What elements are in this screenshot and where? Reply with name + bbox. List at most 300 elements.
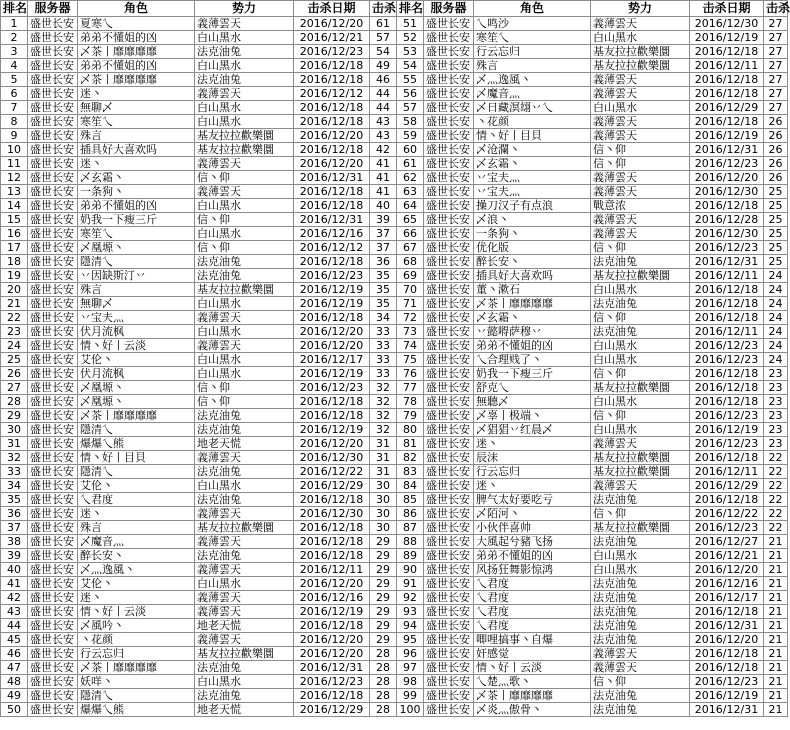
rank-cell: 39 [1,549,28,563]
table-row [1,171,788,185]
character-cell: 迷丶 [78,157,195,171]
kill-date-cell: 2016/12/19 [690,129,764,143]
rank-cell: 96 [397,647,424,661]
kill-date-cell: 2016/12/18 [294,395,370,409]
server-cell: 盛世长安 [28,199,78,213]
server-cell: 盛世长安 [28,591,78,605]
server-cell: 盛世长安 [28,255,78,269]
kill-date-cell: 2016/12/18 [690,87,764,101]
faction-cell: 信丶仰 [195,213,294,227]
kill-date-cell: 2016/12/11 [690,325,764,339]
rank-cell: 18 [1,255,28,269]
table-row [1,381,788,395]
rank-cell: 17 [1,241,28,255]
kill-date-cell: 2016/12/23 [690,353,764,367]
character-cell: 隱清乀 [78,423,195,437]
kills-cell: 24 [764,325,788,339]
rank-cell: 7 [1,101,28,115]
kills-cell: 31 [370,465,397,479]
kill-date-cell: 2016/12/20 [294,577,370,591]
rank-cell: 89 [397,549,424,563]
faction-cell: 義薄雲天 [195,157,294,171]
faction-cell: 義薄雲天 [195,591,294,605]
kill-date-cell: 2016/12/18 [690,493,764,507]
character-cell: 行云忘归 [474,45,591,59]
kill-date-cell: 2016/12/18 [690,297,764,311]
character-cell: 乀君度 [474,619,591,633]
table-row [1,675,788,689]
rank-cell: 2 [1,31,28,45]
character-cell: 乄茶丨靡靡靡靡 [474,689,591,703]
server-cell: 盛世长安 [28,87,78,101]
table-row [1,311,788,325]
rank-cell: 53 [397,45,424,59]
table-row [1,255,788,269]
server-cell: 盛世长安 [424,185,474,199]
kills-cell: 31 [370,451,397,465]
character-cell: 乀君度 [474,591,591,605]
faction-cell: 基友拉拉歡樂圜 [195,521,294,535]
faction-cell: 基友拉拉歡樂圜 [591,269,690,283]
rank-cell: 93 [397,605,424,619]
server-cell: 盛世长安 [424,297,474,311]
character-cell: 行云忘归 [474,465,591,479]
table-row [1,129,788,143]
character-cell: 艾伦丶 [78,577,195,591]
rank-cell: 73 [397,325,424,339]
kills-cell: 28 [370,661,397,675]
character-cell: 乀合理贱了丶 [474,353,591,367]
character-cell: 丶花颜 [474,115,591,129]
faction-cell: 地老天慌 [195,703,294,717]
server-cell: 盛世长安 [28,283,78,297]
faction-cell: 白山黑水 [195,675,294,689]
kills-cell: 25 [764,199,788,213]
kill-date-cell: 2016/12/31 [690,255,764,269]
server-cell: 盛世长安 [28,17,78,31]
kills-cell: 61 [370,17,397,31]
table-row [1,507,788,521]
character-cell: 丷宝夫灬 [474,171,591,185]
header-faction: 势力 [591,1,690,17]
kill-date-cell: 2016/12/23 [690,157,764,171]
rank-cell: 56 [397,87,424,101]
kill-date-cell: 2016/12/11 [690,465,764,479]
kills-cell: 25 [764,185,788,199]
kills-cell: 37 [370,241,397,255]
table-row [1,283,788,297]
kill-date-cell: 2016/12/18 [690,73,764,87]
faction-cell: 法克油兔 [195,689,294,703]
server-cell: 盛世长安 [28,479,78,493]
server-cell: 盛世长安 [424,563,474,577]
server-cell: 盛世长安 [28,535,78,549]
kill-date-cell: 2016/12/18 [690,311,764,325]
kills-cell: 21 [764,703,788,717]
faction-cell: 白山黑水 [195,199,294,213]
table-row [1,437,788,451]
faction-cell: 白山黑水 [195,115,294,129]
faction-cell: 白山黑水 [195,101,294,115]
faction-cell: 白山黑水 [195,227,294,241]
character-cell: 奶我一下瘦三斤 [474,367,591,381]
rank-cell: 14 [1,199,28,213]
kills-cell: 21 [764,535,788,549]
table-row [1,451,788,465]
kill-date-cell: 2016/12/18 [294,689,370,703]
kills-cell: 23 [764,367,788,381]
faction-cell: 基友拉拉歡樂圜 [591,465,690,479]
server-cell: 盛世长安 [424,479,474,493]
faction-cell: 法克油兔 [591,297,690,311]
header-character: 角色 [474,1,591,17]
kills-cell: 54 [370,45,397,59]
kill-date-cell: 2016/12/23 [294,45,370,59]
character-cell: 乄沧瀾丶 [474,143,591,157]
character-cell: 弟弟不懂姐的凶 [474,549,591,563]
character-cell: 插具好大喜欢吗 [78,143,195,157]
kills-cell: 22 [764,507,788,521]
rank-cell: 83 [397,465,424,479]
rank-cell: 15 [1,213,28,227]
table-row [1,535,788,549]
header-kills: 击杀 [370,1,397,17]
kill-date-cell: 2016/12/18 [294,185,370,199]
kill-date-cell: 2016/12/29 [294,479,370,493]
kills-cell: 26 [764,143,788,157]
server-cell: 盛世长安 [424,451,474,465]
rank-cell: 63 [397,185,424,199]
rank-cell: 20 [1,283,28,297]
kill-date-cell: 2016/12/23 [294,675,370,689]
kills-cell: 44 [370,87,397,101]
kill-date-cell: 2016/12/20 [294,157,370,171]
kill-date-cell: 2016/12/18 [294,619,370,633]
character-cell: 弟弟不懂姐的凶 [78,199,195,213]
server-cell: 盛世长安 [424,409,474,423]
header-faction: 势力 [195,1,294,17]
rank-cell: 11 [1,157,28,171]
kills-cell: 35 [370,269,397,283]
faction-cell: 信丶仰 [591,157,690,171]
faction-cell: 義薄雲天 [195,633,294,647]
server-cell: 盛世长安 [28,409,78,423]
character-cell: 丷宝夫灬 [78,311,195,325]
header-server: 服务器 [424,1,474,17]
character-cell: 行云忘归 [78,647,195,661]
faction-cell: 白山黑水 [591,353,690,367]
kill-date-cell: 2016/12/18 [294,199,370,213]
table-body [1,17,788,717]
rank-cell: 34 [1,479,28,493]
kills-cell: 30 [370,507,397,521]
rank-cell: 95 [397,633,424,647]
character-cell: 殊言 [78,521,195,535]
kill-date-cell: 2016/12/18 [690,199,764,213]
server-cell: 盛世长安 [424,171,474,185]
server-cell: 盛世长安 [28,451,78,465]
rank-cell: 5 [1,73,28,87]
character-cell: 殊言 [474,59,591,73]
character-cell: 乀君度 [78,493,195,507]
kills-cell: 21 [764,675,788,689]
faction-cell: 基友拉拉歡樂圜 [195,143,294,157]
kills-cell: 41 [370,185,397,199]
server-cell: 盛世长安 [28,311,78,325]
kill-date-cell: 2016/12/19 [690,31,764,45]
faction-cell: 基友拉拉歡樂圜 [591,451,690,465]
kill-date-cell: 2016/12/20 [294,437,370,451]
faction-cell: 法克油兔 [195,661,294,675]
character-cell: 醉长安丶 [474,255,591,269]
rank-cell: 1 [1,17,28,31]
rank-cell: 19 [1,269,28,283]
character-cell: 乄玄霜丶 [78,171,195,185]
rank-cell: 61 [397,157,424,171]
rank-cell: 38 [1,535,28,549]
character-cell: 隱清乀 [78,465,195,479]
character-cell: 妖咩丶 [78,675,195,689]
rank-cell: 4 [1,59,28,73]
kill-date-cell: 2016/12/18 [690,45,764,59]
kill-date-cell: 2016/12/21 [294,31,370,45]
server-cell: 盛世长安 [424,73,474,87]
server-cell: 盛世长安 [28,143,78,157]
kills-cell: 21 [764,647,788,661]
kills-cell: 42 [370,143,397,157]
kills-cell: 57 [370,31,397,45]
kills-cell: 27 [764,101,788,115]
kill-date-cell: 2016/12/18 [690,283,764,297]
server-cell: 盛世长安 [424,689,474,703]
table-row [1,87,788,101]
kill-date-cell: 2016/12/23 [690,339,764,353]
kills-cell: 21 [764,563,788,577]
kill-date-cell: 2016/12/16 [294,227,370,241]
character-cell: 殊言 [78,283,195,297]
rank-cell: 54 [397,59,424,73]
faction-cell: 義薄雲天 [591,115,690,129]
kills-cell: 27 [764,17,788,31]
rank-cell: 67 [397,241,424,255]
server-cell: 盛世长安 [28,633,78,647]
character-cell: 隱清乀 [78,255,195,269]
kill-date-cell: 2016/12/19 [294,605,370,619]
faction-cell: 法克油兔 [195,409,294,423]
character-cell: 迷丶 [474,437,591,451]
kills-cell: 27 [764,59,788,73]
kills-cell: 35 [370,283,397,297]
rank-cell: 64 [397,199,424,213]
character-cell: 乄玄霜丶 [474,157,591,171]
table-row [1,157,788,171]
server-cell: 盛世长安 [28,213,78,227]
server-cell: 盛世长安 [28,297,78,311]
character-cell: 丶花颜 [78,633,195,647]
server-cell: 盛世长安 [424,703,474,717]
faction-cell: 基友拉拉歡樂圜 [195,647,294,661]
faction-cell: 白山黑水 [591,395,690,409]
rank-cell: 98 [397,675,424,689]
faction-cell: 義薄雲天 [591,17,690,31]
table-row [1,115,788,129]
faction-cell: 義薄雲天 [591,479,690,493]
kill-date-cell: 2016/12/18 [690,661,764,675]
faction-cell: 信丶仰 [591,311,690,325]
faction-cell: 白山黑水 [195,325,294,339]
kill-date-cell: 2016/12/20 [294,647,370,661]
kill-date-cell: 2016/12/18 [294,115,370,129]
faction-cell: 義薄雲天 [195,311,294,325]
kill-date-cell: 2016/12/23 [690,437,764,451]
faction-cell: 義薄雲天 [591,171,690,185]
faction-cell: 義薄雲天 [591,661,690,675]
table-row [1,325,788,339]
server-cell: 盛世长安 [28,647,78,661]
table-row [1,73,788,87]
character-cell: 情丶好丨云淡 [78,339,195,353]
kills-cell: 32 [370,395,397,409]
server-cell: 盛世长安 [424,521,474,535]
kills-cell: 29 [370,563,397,577]
kills-cell: 21 [764,577,788,591]
faction-cell: 基友拉拉歡樂圜 [195,283,294,297]
character-cell: 艾伦丶 [78,353,195,367]
server-cell: 盛世长安 [28,661,78,675]
kills-cell: 29 [370,605,397,619]
kill-date-cell: 2016/12/22 [690,507,764,521]
rank-cell: 24 [1,339,28,353]
rank-cell: 52 [397,31,424,45]
kill-date-cell: 2016/12/20 [690,633,764,647]
kill-date-cell: 2016/12/19 [294,297,370,311]
rank-cell: 50 [1,703,28,717]
table-row [1,423,788,437]
rank-cell: 9 [1,129,28,143]
table-row [1,577,788,591]
character-cell: 奶我一下瘦三斤 [78,213,195,227]
server-cell: 盛世长安 [28,227,78,241]
table-row [1,479,788,493]
server-cell: 盛世长安 [424,157,474,171]
character-cell: 辰沫 [474,451,591,465]
character-cell: 小伙伴喜帅 [474,521,591,535]
server-cell: 盛世长安 [424,213,474,227]
kill-date-cell: 2016/12/19 [294,367,370,381]
character-cell: 無聽乄 [474,395,591,409]
kill-date-cell: 2016/12/19 [690,423,764,437]
kill-date-cell: 2016/12/23 [690,521,764,535]
character-cell: 寒笙乀 [78,227,195,241]
faction-cell: 基友拉拉歡樂圜 [591,59,690,73]
character-cell: 艾伦丶 [78,479,195,493]
server-cell: 盛世长安 [424,31,474,45]
rank-cell: 100 [397,703,424,717]
table-row [1,521,788,535]
faction-cell: 白山黑水 [591,423,690,437]
table-row [1,647,788,661]
faction-cell: 義薄雲天 [195,451,294,465]
rank-cell: 94 [397,619,424,633]
rank-cell: 8 [1,115,28,129]
faction-cell: 信丶仰 [591,675,690,689]
server-cell: 盛世长安 [28,353,78,367]
character-cell: 乄浪丶 [474,213,591,227]
kills-cell: 26 [764,171,788,185]
kills-cell: 23 [764,409,788,423]
table-row [1,395,788,409]
rank-cell: 35 [1,493,28,507]
table-row [1,619,788,633]
server-cell: 盛世长安 [28,521,78,535]
character-cell: 丷宝夫灬 [474,185,591,199]
server-cell: 盛世长安 [28,157,78,171]
kills-cell: 33 [370,367,397,381]
kill-date-cell: 2016/12/19 [294,423,370,437]
kill-date-cell: 2016/12/18 [294,521,370,535]
server-cell: 盛世长安 [28,59,78,73]
kills-cell: 40 [370,199,397,213]
rank-cell: 46 [1,647,28,661]
faction-cell: 法克油兔 [591,689,690,703]
server-cell: 盛世长安 [28,101,78,115]
character-cell: 情丶好丨目貝 [78,451,195,465]
kill-date-cell: 2016/12/30 [294,451,370,465]
character-cell: 乄茶丨靡靡靡靡 [474,297,591,311]
kills-cell: 43 [370,129,397,143]
rank-cell: 82 [397,451,424,465]
kills-cell: 33 [370,325,397,339]
server-cell: 盛世长安 [28,549,78,563]
kills-cell: 35 [370,297,397,311]
kills-cell: 21 [764,661,788,675]
header-kill-date: 击杀日期 [690,1,764,17]
server-cell: 盛世长安 [28,129,78,143]
faction-cell: 信丶仰 [591,367,690,381]
server-cell: 盛世长安 [424,647,474,661]
rank-cell: 16 [1,227,28,241]
faction-cell: 義薄雲天 [591,129,690,143]
faction-cell: 法克油兔 [591,619,690,633]
table-row [1,227,788,241]
character-cell: 殊言 [78,129,195,143]
server-cell: 盛世长安 [424,605,474,619]
faction-cell: 法克油兔 [591,591,690,605]
faction-cell: 義薄雲天 [195,563,294,577]
rank-cell: 81 [397,437,424,451]
server-cell: 盛世长安 [28,605,78,619]
faction-cell: 法克油兔 [195,73,294,87]
rank-cell: 10 [1,143,28,157]
server-cell: 盛世长安 [424,283,474,297]
faction-cell: 信丶仰 [591,143,690,157]
character-cell: 丷因缺斯汀丷 [78,269,195,283]
rank-cell: 76 [397,367,424,381]
character-cell: 乄凰塬丶 [78,395,195,409]
server-cell: 盛世长安 [28,381,78,395]
character-cell: 唧哩搞事丶自爆 [474,633,591,647]
rank-cell: 80 [397,423,424,437]
kill-date-cell: 2016/12/28 [690,213,764,227]
character-cell: 插具好大喜欢吗 [474,269,591,283]
faction-cell: 義薄雲天 [591,87,690,101]
rank-cell: 71 [397,297,424,311]
rank-cell: 36 [1,507,28,521]
kills-cell: 24 [764,283,788,297]
server-cell: 盛世长安 [28,493,78,507]
kill-date-cell: 2016/12/31 [690,619,764,633]
faction-cell: 信丶仰 [195,241,294,255]
